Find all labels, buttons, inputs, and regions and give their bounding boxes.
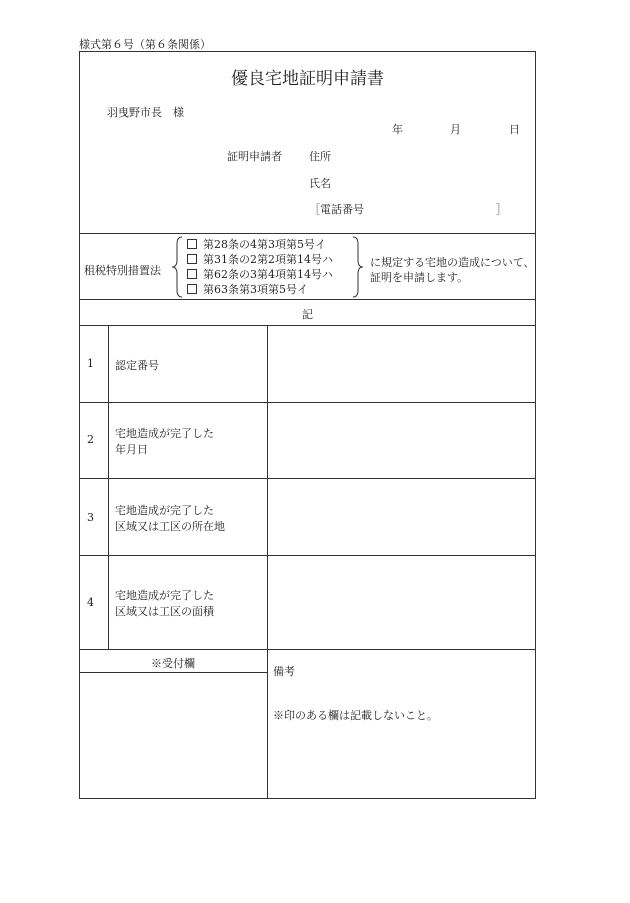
date-day-label: 日: [509, 123, 520, 136]
tax-law-label: 租税特別措置法: [84, 264, 161, 277]
tax-law-option[interactable]: [187, 237, 333, 252]
row-label: 区域又は工区の所在地: [115, 520, 225, 533]
row-number: 1: [87, 357, 94, 370]
col-divider-num: [108, 325, 109, 649]
applicant-label: 証明申請者: [227, 150, 282, 163]
row-number: 3: [87, 511, 94, 524]
area-size-field[interactable]: [270, 558, 533, 647]
left-brace: [170, 236, 184, 298]
addressee: 羽曳野市長 様: [107, 106, 184, 119]
remarks-label: 備考: [273, 665, 295, 678]
tax-law-options: [187, 237, 333, 297]
right-brace: [351, 236, 365, 298]
tax-law-option[interactable]: [187, 267, 333, 282]
area-location-field[interactable]: [270, 481, 533, 553]
name-label: 氏名: [309, 177, 331, 190]
date-year-label: 年: [392, 123, 403, 136]
tax-law-option-label: 第31条の2第2項第14号ハ: [203, 253, 333, 266]
row-label: 年月日: [115, 443, 148, 456]
date-month-label: 月: [450, 123, 461, 136]
frame-bottom: [79, 798, 536, 799]
checkbox[interactable]: [187, 269, 197, 279]
col-divider-value: [267, 325, 268, 799]
checkbox[interactable]: [187, 284, 197, 294]
checkbox[interactable]: [187, 254, 197, 264]
form-title: 優良宅地証明申請書: [231, 69, 384, 89]
tax-law-suffix-1: に規定する宅地の造成について、: [370, 256, 535, 269]
row-number: 4: [87, 596, 94, 609]
reception-label: ※受付欄: [151, 657, 195, 670]
tax-law-suffix-2: 証明を申請します。: [370, 271, 469, 284]
divider: [79, 299, 536, 300]
divider: [79, 233, 536, 234]
reception-box: [82, 675, 265, 796]
tax-law-option[interactable]: [187, 252, 333, 267]
frame-top: [79, 51, 536, 52]
row-label: 宅地造成が完了した: [115, 589, 214, 602]
tax-law-option-label: 第28条の4第3項第5号イ: [203, 238, 326, 251]
tax-law-option[interactable]: [187, 282, 333, 297]
row-divider: [79, 649, 536, 650]
row-label: 区域又は工区の面積: [115, 605, 214, 618]
row-label: 認定番号: [115, 359, 159, 372]
frame-right: [535, 51, 536, 799]
divider: [79, 325, 536, 326]
frame-left: [79, 51, 80, 799]
form-number: 様式第６号（第６条関係）: [79, 38, 211, 51]
ki-heading: 記: [302, 308, 313, 321]
remarks-note: ※印のある欄は記載しないこと。: [273, 709, 438, 722]
checkbox[interactable]: [187, 239, 197, 249]
address-label: 住所: [309, 150, 331, 163]
row-label: 宅地造成が完了した: [115, 504, 214, 517]
completion-date-field[interactable]: [270, 405, 533, 476]
tax-law-option-label: 第62条の3第4項第14号ハ: [203, 268, 333, 281]
reception-divider: [79, 672, 267, 673]
phone-label: ［電話番号 ］: [309, 203, 507, 216]
row-divider: [79, 478, 536, 479]
tax-law-option-label: 第63条第3項第5号イ: [203, 283, 308, 296]
row-divider: [79, 402, 536, 403]
row-number: 2: [87, 433, 94, 446]
certification-number-field[interactable]: [270, 328, 533, 401]
row-divider: [79, 555, 536, 556]
row-label: 宅地造成が完了した: [115, 427, 214, 440]
